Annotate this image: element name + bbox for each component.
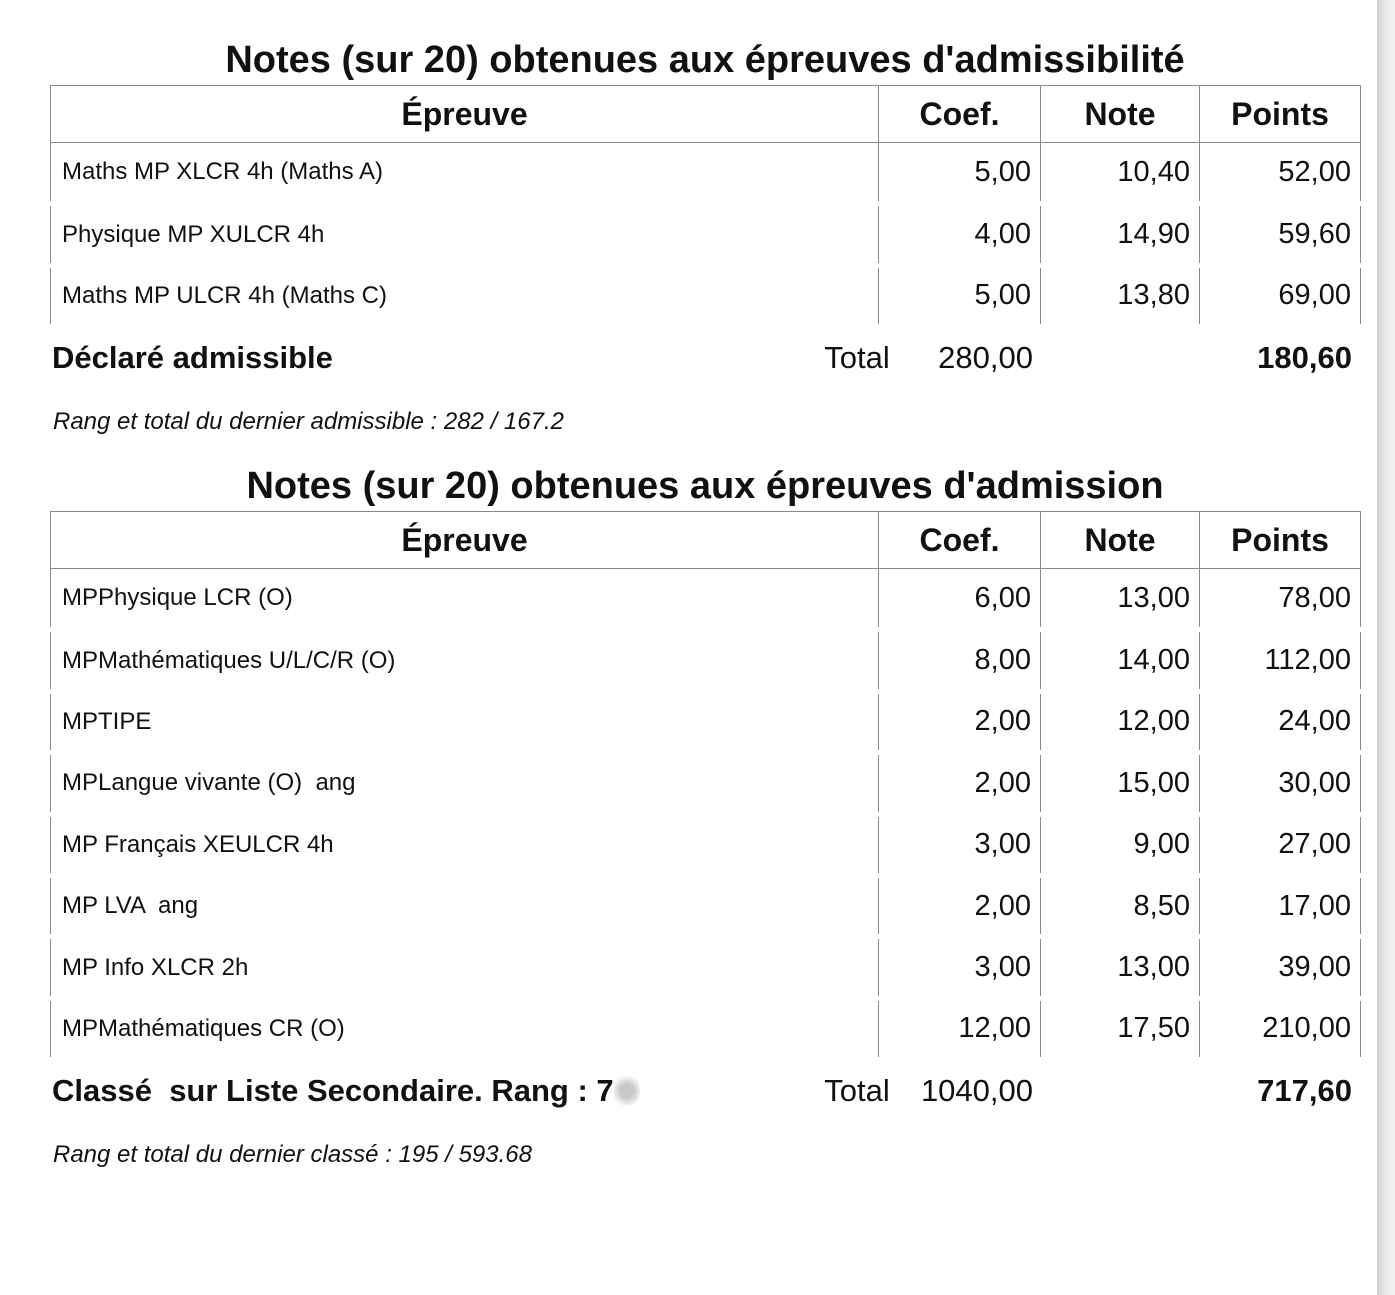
cell-points: 69,00: [1200, 265, 1361, 326]
last-classified-note: Rang et total du dernier classé : 195 / 593.68: [53, 1141, 532, 1168]
table-row: [51, 630, 1361, 691]
cell-points: 210,00: [1200, 998, 1361, 1059]
header-coef: Coef.: [879, 86, 1041, 143]
cell-epreuve: MPMathématiques CR (O): [51, 998, 879, 1059]
header-points: Points: [1200, 512, 1361, 569]
cell-epreuve: Maths MP ULCR 4h (Maths C): [51, 265, 879, 326]
admissibility-status: Déclaré admissible: [52, 340, 333, 375]
cell-epreuve: MP LVA ang: [51, 875, 879, 936]
table-row: [51, 265, 1361, 326]
cell-note: 8,50: [1041, 875, 1200, 936]
cell-note: 14,90: [1041, 204, 1200, 265]
cell-epreuve: MP Info XLCR 2h: [51, 937, 879, 998]
cell-coef: 2,00: [879, 753, 1041, 814]
cell-coef: 5,00: [879, 265, 1041, 326]
cell-points: 30,00: [1200, 753, 1361, 814]
cell-note: 13,80: [1041, 265, 1200, 326]
cell-coef: 5,00: [879, 143, 1041, 204]
cell-coef: 8,00: [879, 630, 1041, 691]
redaction-blur: [614, 1073, 640, 1109]
page-edge-shadow: [1377, 0, 1395, 1295]
cell-epreuve: Maths MP XLCR 4h (Maths A): [51, 143, 879, 204]
total-label: Total: [824, 340, 890, 375]
cell-note: 17,50: [1041, 998, 1200, 1059]
cell-coef: 4,00: [879, 204, 1041, 265]
table-row: [51, 753, 1361, 814]
cell-coef: 3,00: [879, 814, 1041, 875]
admissibility-table: [50, 85, 1361, 329]
cell-note: 13,00: [1041, 937, 1200, 998]
table-row: [51, 814, 1361, 875]
cell-coef: 2,00: [879, 691, 1041, 752]
cell-points: 27,00: [1200, 814, 1361, 875]
cell-epreuve: MP Français XEULCR 4h: [51, 814, 879, 875]
table-row: [51, 998, 1361, 1059]
admission-status: [52, 1073, 640, 1111]
cell-coef: 2,00: [879, 875, 1041, 936]
table-row: [51, 875, 1361, 936]
cell-epreuve: Physique MP XULCR 4h: [51, 204, 879, 265]
admission-title: Notes (sur 20) obtenues aux épreuves d'admission: [246, 465, 1164, 507]
cell-coef: 6,00: [879, 569, 1041, 630]
table-row: [51, 143, 1361, 204]
cell-points: 24,00: [1200, 691, 1361, 752]
cell-note: 12,00: [1041, 691, 1200, 752]
cell-epreuve: MPPhysique LCR (O): [51, 569, 879, 630]
header-points: Points: [1200, 86, 1361, 143]
admission-table: [50, 511, 1361, 1062]
header-epreuve: Épreuve: [51, 86, 879, 143]
total-points: 180,60: [1257, 340, 1352, 375]
cell-points: 78,00: [1200, 569, 1361, 630]
last-admissible-note: Rang et total du dernier admissible : 282 / 167.2: [53, 408, 564, 435]
table-header-row: [51, 86, 1361, 143]
table-row: [51, 204, 1361, 265]
cell-note: 9,00: [1041, 814, 1200, 875]
table-row: [51, 569, 1361, 630]
total-points: 717,60: [1257, 1073, 1352, 1108]
table-row: [51, 937, 1361, 998]
admission-total-row: [50, 1069, 1360, 1113]
cell-epreuve: MPLangue vivante (O) ang: [51, 753, 879, 814]
total-coef: 1040,00: [920, 1073, 1033, 1108]
cell-points: 17,00: [1200, 875, 1361, 936]
total-coef: 280,00: [938, 340, 1033, 375]
cell-points: 39,00: [1200, 937, 1361, 998]
cell-points: 112,00: [1200, 630, 1361, 691]
cell-epreuve: MPTIPE: [51, 691, 879, 752]
cell-note: 10,40: [1041, 143, 1200, 204]
admissibility-title: Notes (sur 20) obtenues aux épreuves d'admissibilité: [225, 39, 1185, 81]
header-note: Note: [1041, 512, 1200, 569]
total-label: Total: [824, 1073, 890, 1108]
cell-epreuve: MPMathématiques U/L/C/R (O): [51, 630, 879, 691]
cell-note: 15,00: [1041, 753, 1200, 814]
header-note: Note: [1041, 86, 1200, 143]
header-epreuve: Épreuve: [51, 512, 879, 569]
table-header-row: [51, 512, 1361, 569]
admission-status-text: Classé sur Liste Secondaire. Rang : 7: [52, 1073, 614, 1108]
cell-points: 52,00: [1200, 143, 1361, 204]
admissibility-total-row: [50, 336, 1360, 380]
cell-note: 13,00: [1041, 569, 1200, 630]
cell-coef: 3,00: [879, 937, 1041, 998]
cell-coef: 12,00: [879, 998, 1041, 1059]
header-coef: Coef.: [879, 512, 1041, 569]
cell-points: 59,60: [1200, 204, 1361, 265]
cell-note: 14,00: [1041, 630, 1200, 691]
table-row: [51, 691, 1361, 752]
